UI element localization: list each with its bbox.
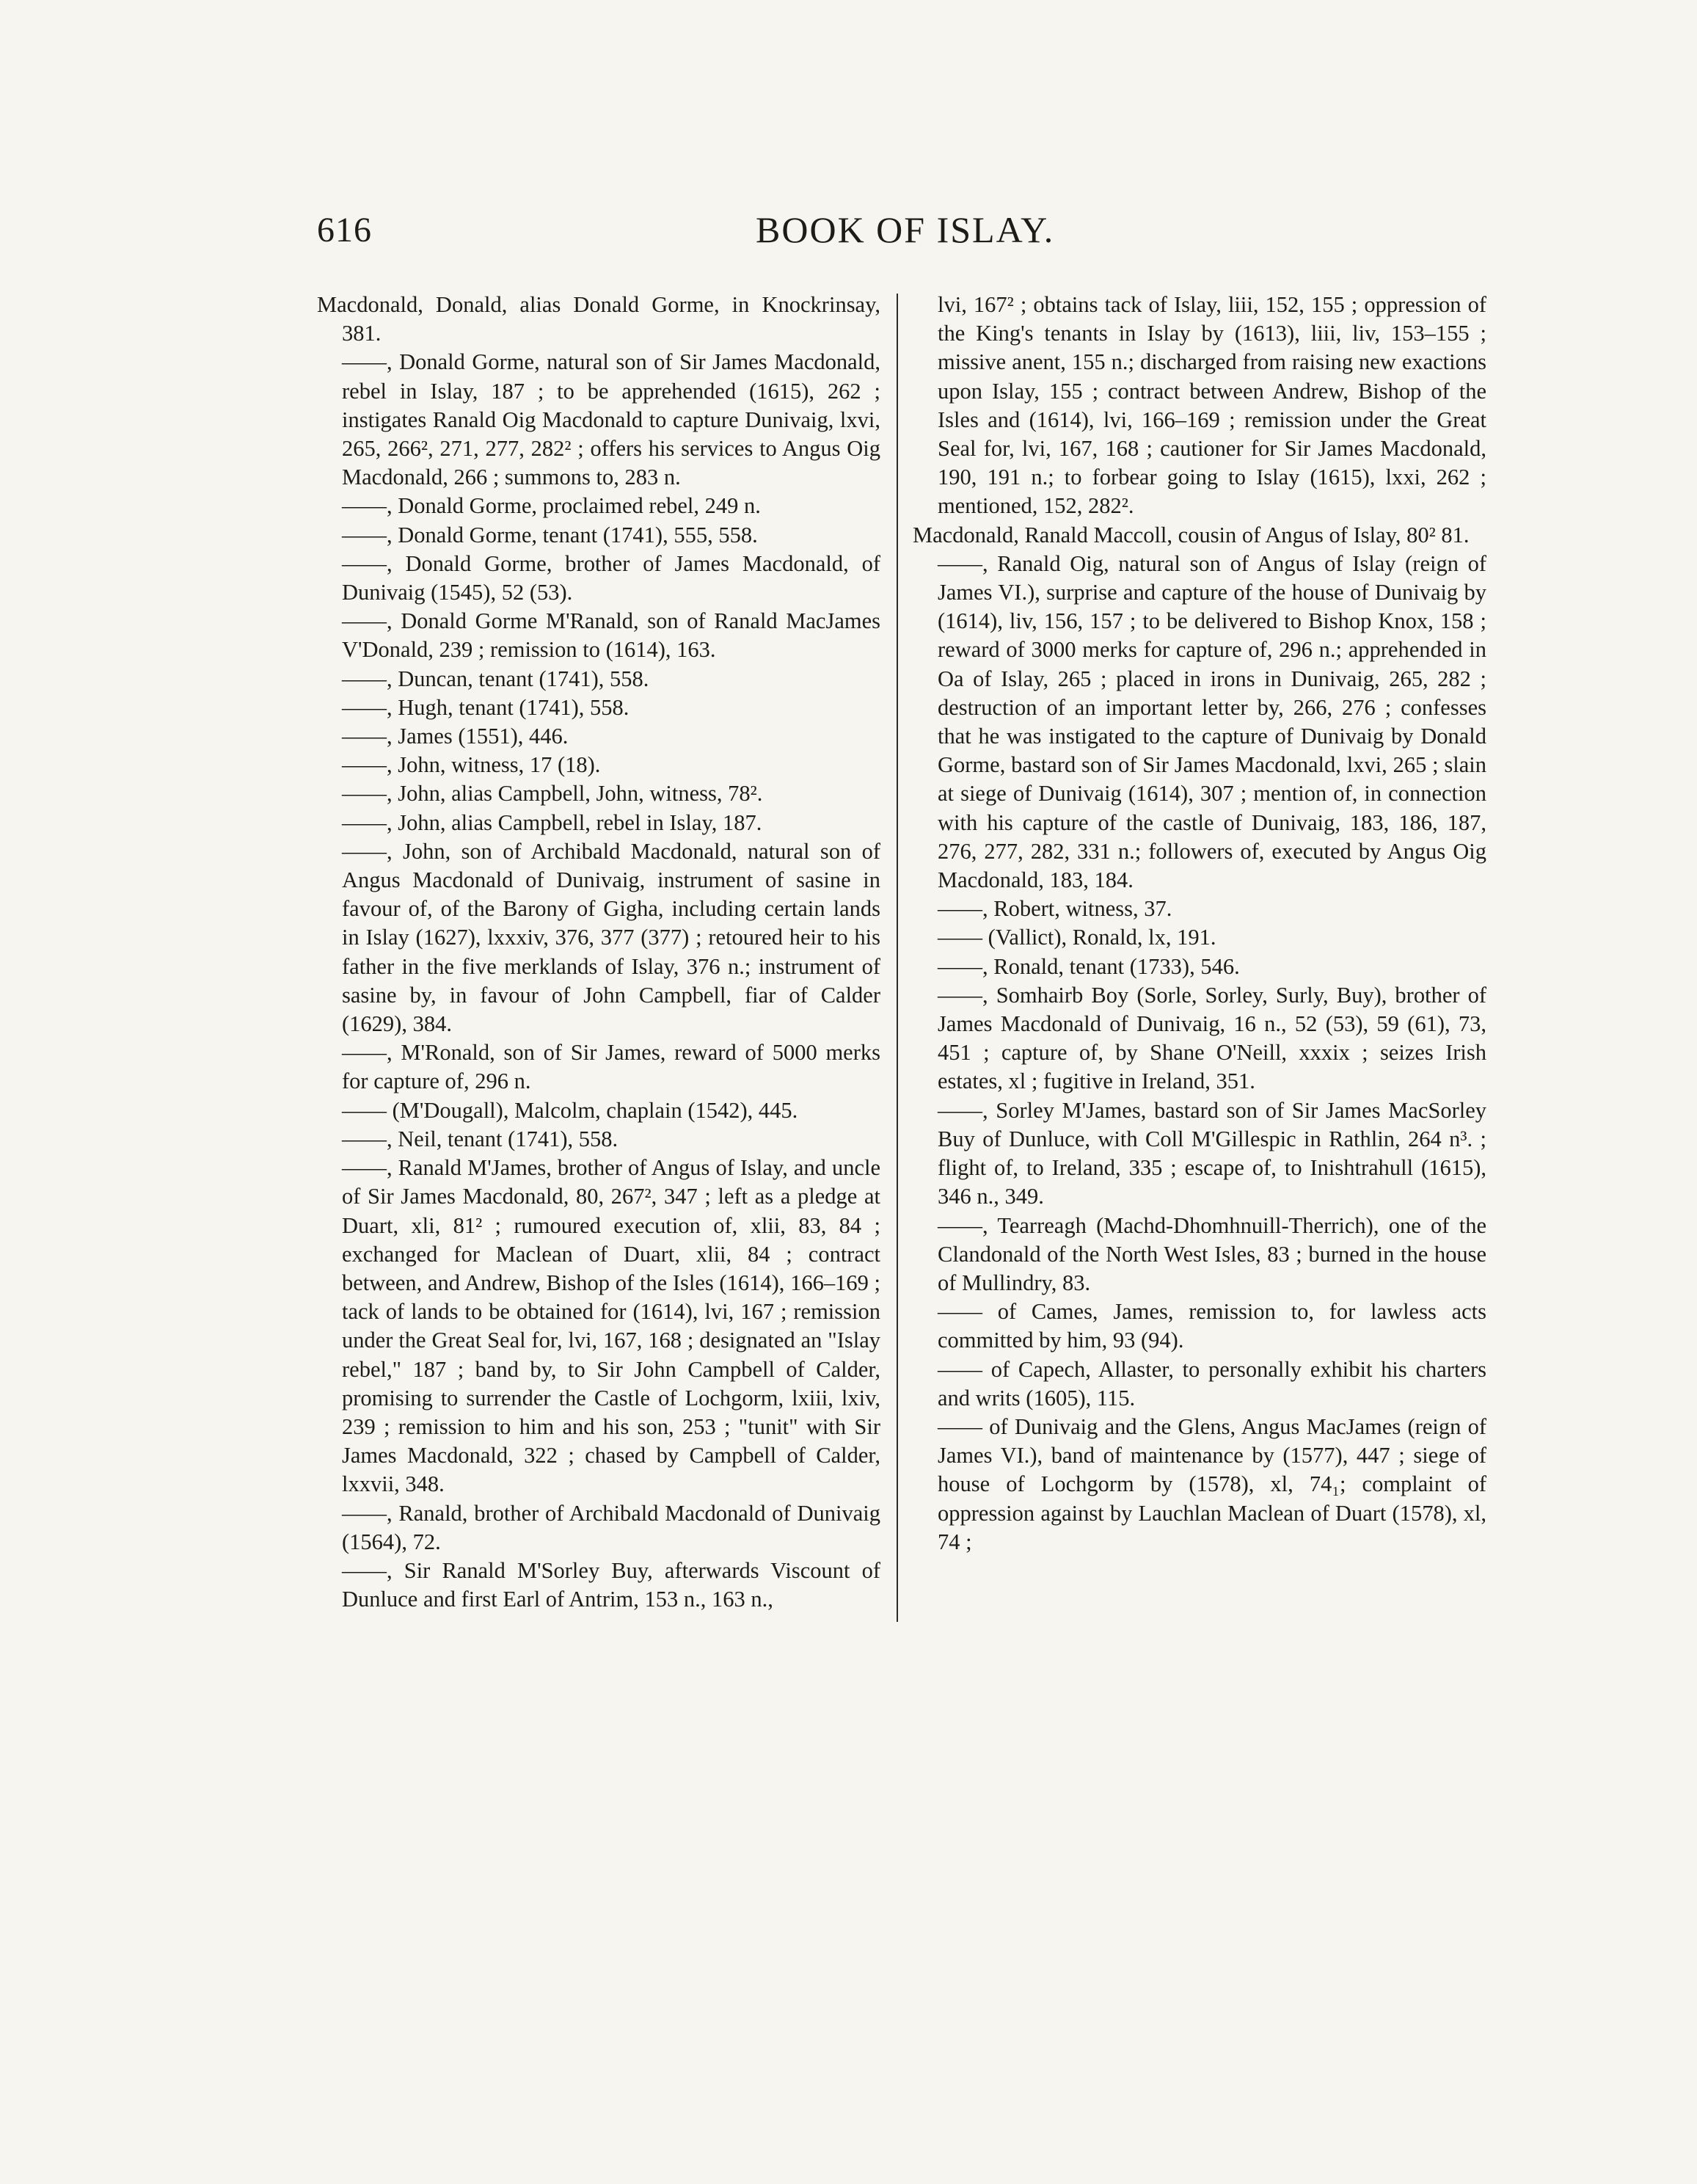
- column-divider: [897, 294, 898, 1622]
- index-entry: ——, Ranald M'James, brother of Angus of Islay, and uncle of Sir James Macdonald, 80, 267², 347 ; left as a pledge at Duart, xli, 81² ; rumoured execution of, xlii, 83, 84 ; exchanged for Maclean of Duart, xlii, 84 ; contract between, and Andrew, Bishop of the Isles (1614), 166–169 ; tack of lands to be obtained for (1614), lvi, 167 ; remission under the Great Seal for, lvi, 167, 168 ; designated an "Islay rebel," 187 ; band by, to Sir John Campbell of Calder, promising to surrender the Castle of Lochgorm, lxiii, lxiv, 239 ; remission to him and his son, 253 ; "tunit" with Sir James Macdonald, 322 ; chased by Campbell of Calder, lxxvii, 348.: [342, 1155, 880, 1497]
- index-entry: ——, Tearreagh (Machd-Dhomhnuill-Therrich), one of the Clandonald of the North West Isles, 83 ; burned in the house of Mullindry, 83.: [938, 1212, 1486, 1295]
- index-entry: —— of Dunivaig and the Glens, Angus MacJames (reign of James VI.), band of maintenance by (1577), 447 ; siege of house of Lochgorm by (1578), xl, 74₁; complaint of oppression against by Lauchlan Maclean of Duart (1578), xl, 74 ;: [938, 1413, 1486, 1554]
- index-entry: ——, John, witness, 17 (18).: [342, 752, 601, 778]
- running-head: BOOK OF ISLAY.: [756, 209, 1055, 250]
- index-entry: —— (Vallict), Ronald, lx, 191.: [938, 925, 1216, 950]
- index-entry: Macdonald, Ranald Maccoll, cousin of Angus of Islay, 80² 81.: [913, 522, 1470, 547]
- index-entry: ——, Sir Ranald M'Sorley Buy, afterwards Viscount of Dunluce and first Earl of Antrim, 153 n., 163 n.,: [342, 1557, 880, 1612]
- index-entry: ——, Donald Gorme, natural son of Sir James Macdonald, rebel in Islay, 187 ; to be apprehended (1615), 262 ; instigates Ranald Oig Macdonald to capture Dunivaig, lxvi, 265, 266², 271, 277, 282² ; offers his services to Angus Oig Macdonald, 266 ; summons to, 283 n.: [342, 349, 880, 490]
- index-entry: ——, Somhairb Boy (Sorle, Sorley, Surly, Buy), brother of James Macdonald of Dunivaig, 16 n., 52 (53), 59 (61), 73, 451 ; capture of, by Shane O'Neill, xxxix ; seizes Irish estates, xl ; fugitive in Ireland, 351.: [938, 982, 1486, 1094]
- index-entry: —— of Capech, Allaster, to personally exhibit his charters and writs (1605), 115.: [938, 1356, 1486, 1410]
- left-column: [317, 291, 880, 1614]
- index-entry: ——, Ranald Oig, natural son of Angus of Islay (reign of James VI.), surprise and capture of the house of Dunivaig by (1614), liv, 156, 157 ; to be delivered to Bishop Knox, 158 ; reward of 3000 merks for capture of, 296 n.; apprehended in Oa of Islay, 265 ; placed in irons in Dunivaig, 265, 282 ; destruction of an important letter by, 266, 276 ; confesses that he was instigated to the capture of Dunivaig by Donald Gorme, bastard son of Sir James Macdonald, lxvi, 265 ; slain at siege of Dunivaig (1614), 307 ; mention of, in connection with his capture of the castle of Dunivaig, 183, 186, 187, 276, 277, 282, 331 n.; followers of, executed by Angus Oig Macdonald, 183, 184.: [938, 550, 1486, 893]
- index-entry: ——, Donald Gorme M'Ranald, son of Ranald MacJames V'Donald, 239 ; remission to (1614), 163.: [342, 608, 880, 663]
- index-entry: ——, Hugh, tenant (1741), 558.: [342, 694, 629, 720]
- index-entry: —— of Cames, James, remission to, for lawless acts committed by him, 93 (94).: [938, 1299, 1486, 1353]
- index-entry: ——, John, alias Campbell, John, witness, 78².: [342, 781, 763, 807]
- index-entry: ——, Donald Gorme, tenant (1741), 555, 558.: [342, 522, 758, 547]
- index-entry: lvi, 167² ; obtains tack of Islay, liii, 152, 155 ; oppression of the King's tenants in Islay by (1613), liii, liv, 153–155 ; missive anent, 155 n.; discharged from raising new exactions upon Islay, 155 ; contract between Andrew, Bishop of the Isles and (1614), lvi, 166–169 ; remission under the Great Seal for, lvi, 167, 168 ; cautioner for Sir James Macdonald, 190, 191 n.; to forbear going to Islay (1615), lxxi, 262 ; mentioned, 152, 282².: [938, 292, 1486, 519]
- index-entry: ——, Ronald, tenant (1733), 546.: [938, 953, 1240, 979]
- index-entry: ——, Donald Gorme, brother of James Macdonald, of Dunivaig (1545), 52 (53).: [342, 550, 880, 605]
- index-entry: ——, Donald Gorme, proclaimed rebel, 249 n.: [342, 493, 761, 519]
- index-entry: ——, Neil, tenant (1741), 558.: [342, 1126, 618, 1151]
- index-entry: ——, Robert, witness, 37.: [938, 896, 1172, 922]
- index-entry: ——, Sorley M'James, bastard son of Sir James MacSorley Buy of Dunluce, with Coll M'Gillespic in Rathlin, 264 n³. ; flight of, to Ireland, 335 ; escape of, to Inishtrahull (1615), 346 n., 349.: [938, 1097, 1486, 1209]
- index-entry: ——, Duncan, tenant (1741), 558.: [342, 666, 649, 691]
- page-number: 616: [317, 211, 372, 250]
- right-column: [913, 291, 1486, 1557]
- index-entry: ——, M'Ronald, son of Sir James, reward of 5000 merks for capture of, 296 n.: [342, 1040, 880, 1094]
- index-entry: —— (M'Dougall), Malcolm, chaplain (1542), 445.: [342, 1097, 798, 1123]
- index-entry: ——, John, alias Campbell, rebel in Islay, 187.: [342, 809, 762, 835]
- index-entry: ——, John, son of Archibald Macdonald, natural son of Angus Macdonald of Dunivaig, instrument of sasine in favour of, of the Barony of Gigha, including certain lands in Islay (1627), lxxxiv, 376, 377 (377) ; retoured heir to his father in the five merklands of Islay, 376 n.; instrument of sasine by, in favour of John Campbell, fiar of Calder (1629), 384.: [342, 838, 880, 1037]
- index-entry: ——, Ranald, brother of Archibald Macdonald of Dunivaig (1564), 72.: [342, 1500, 880, 1554]
- index-entry: ——, James (1551), 446.: [342, 724, 569, 749]
- index-entry: Macdonald, Donald, alias Donald Gorme, in Knockrinsay, 381.: [317, 292, 880, 346]
